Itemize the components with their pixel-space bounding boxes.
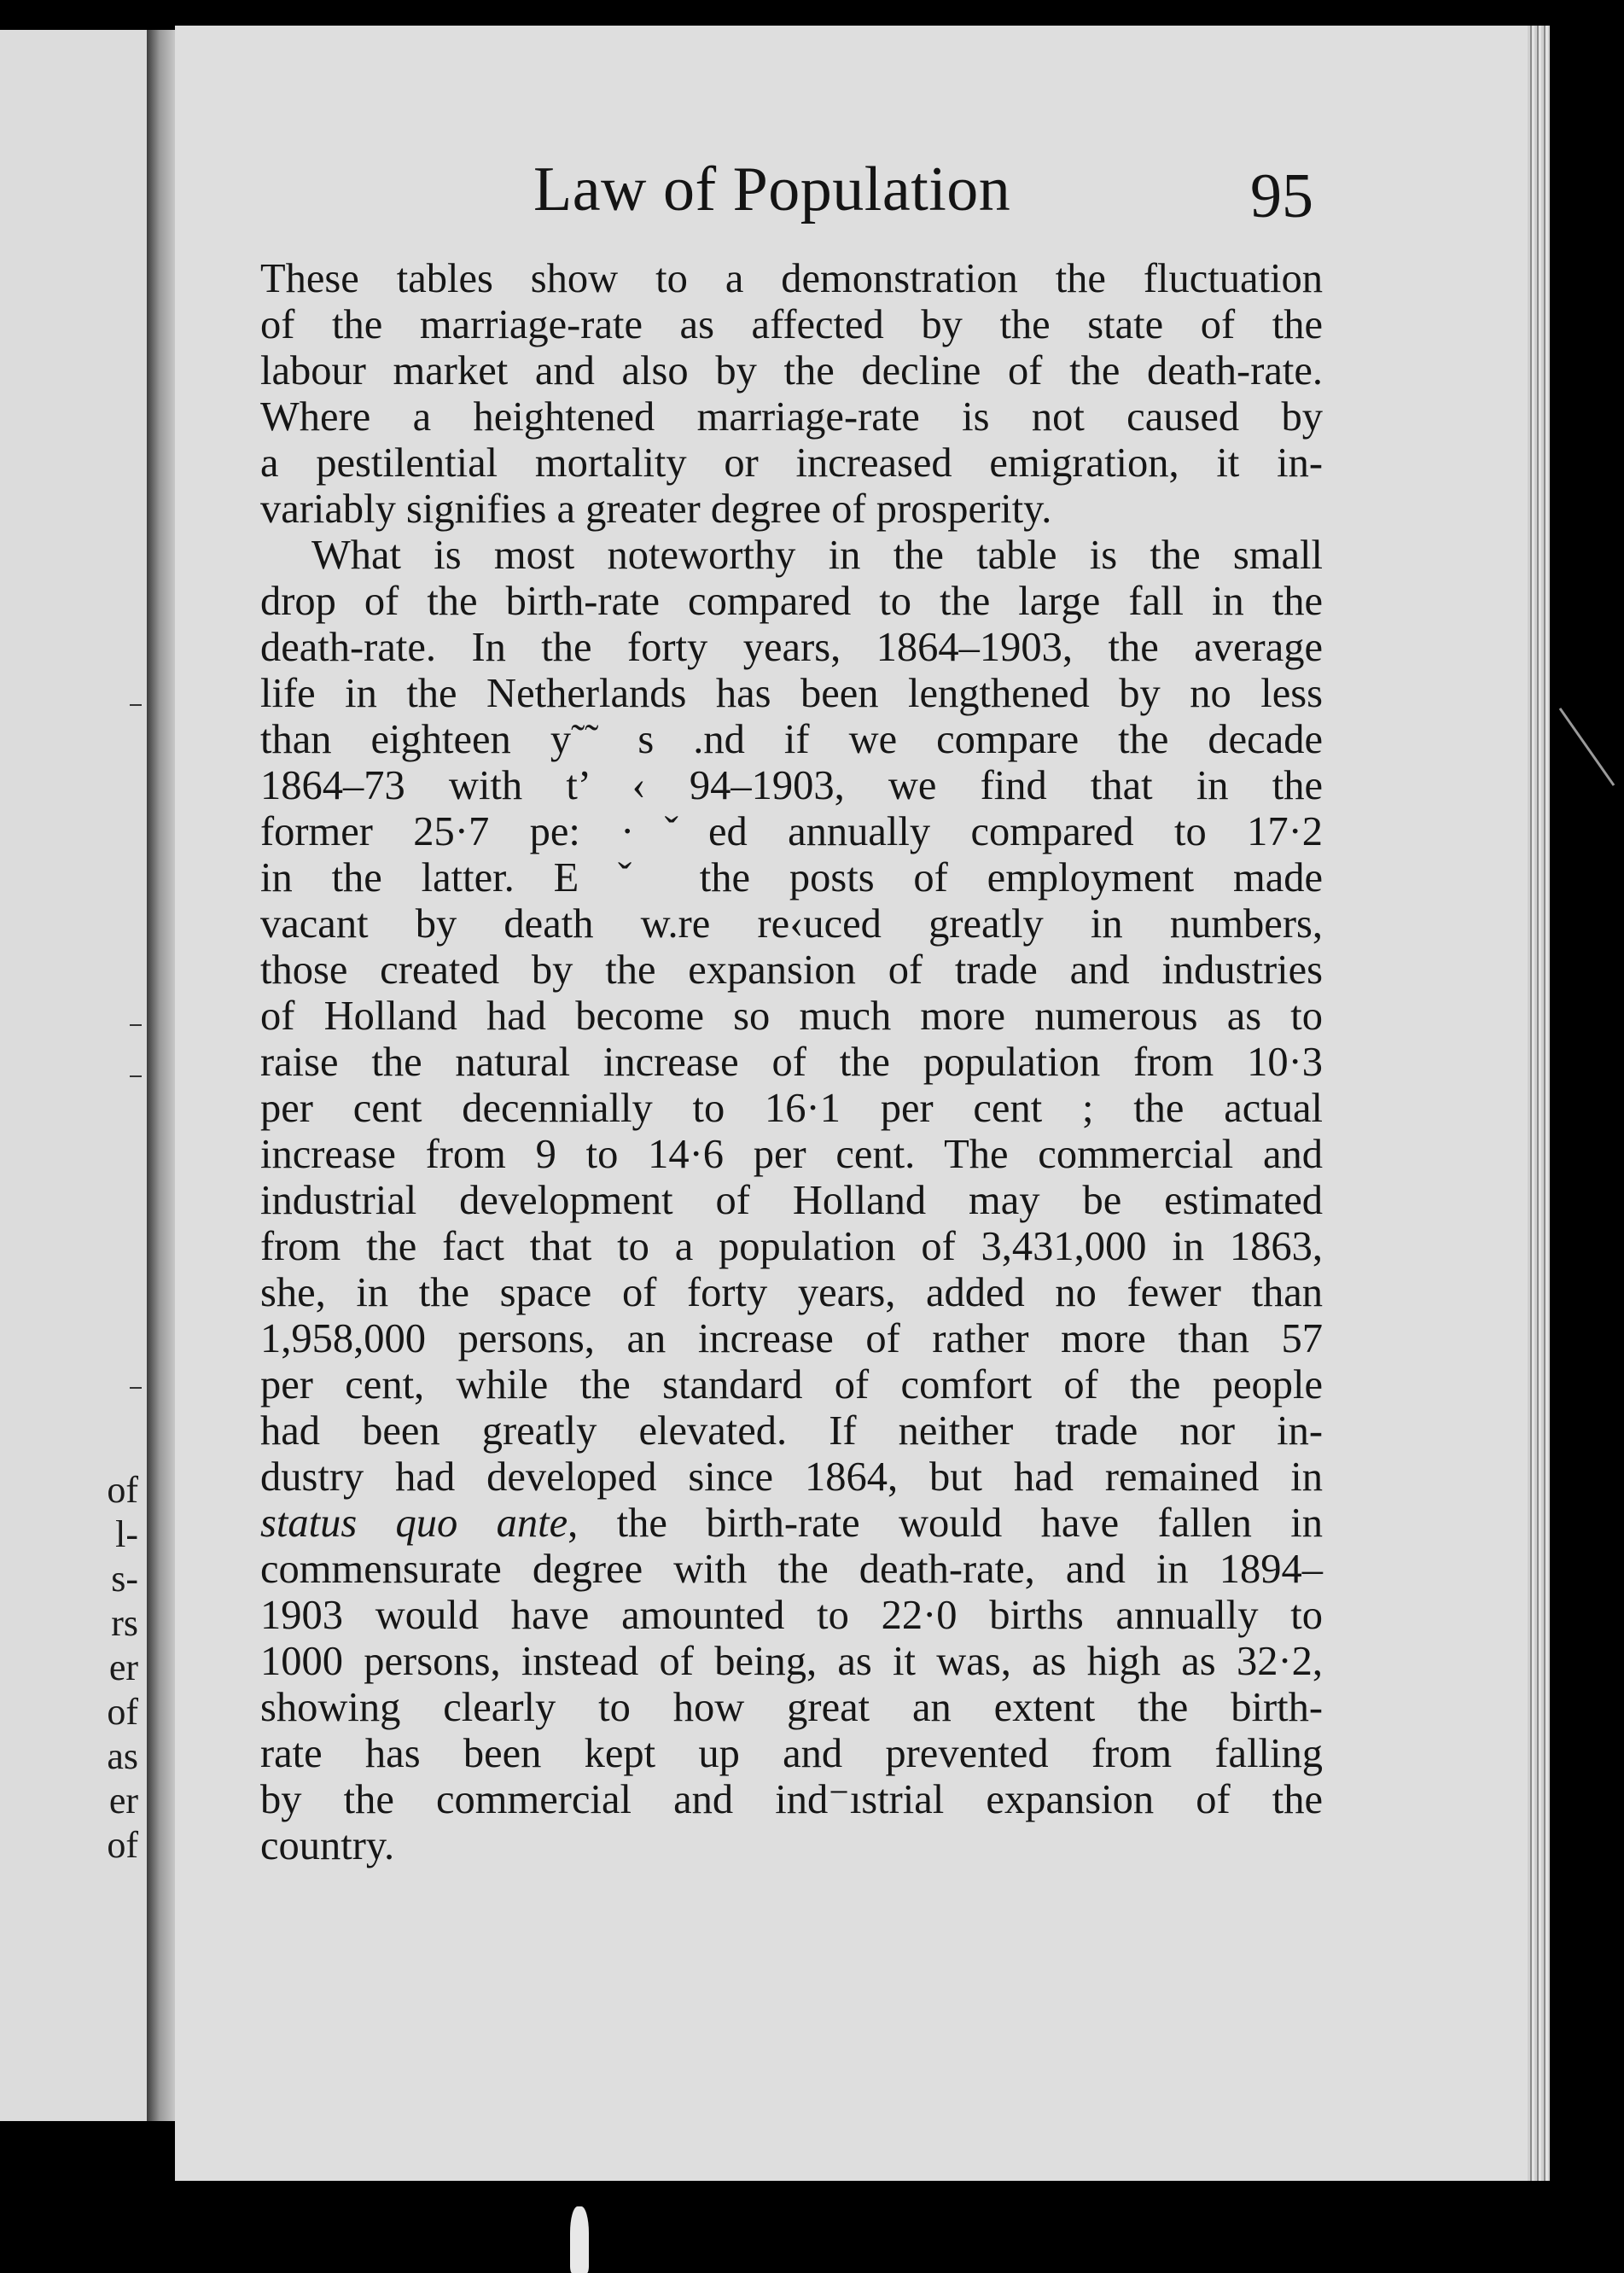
- text-line: Where a heightened marriage-rate is not caused by: [260, 394, 1323, 440]
- scan-artifact: [1559, 708, 1615, 786]
- text-line: death-rate. In the forty years, 1864–1903, the average: [260, 625, 1323, 670]
- left-fragment: l-: [115, 1513, 138, 1555]
- left-fragment: s-: [111, 1558, 138, 1600]
- left-fragment: as: [107, 1735, 138, 1777]
- text-line: a pestilential mortality or increased emigration, it in-: [260, 440, 1323, 486]
- text-line: former 25·7 pe: ·ˇed annually compared to 17·2: [260, 809, 1323, 854]
- margin-mark: [130, 704, 142, 706]
- text-line: status quo ante, the birth-rate would have fallen in: [260, 1501, 1323, 1546]
- text-line: per cent decennially to 16·1 per cent ; the actual: [260, 1086, 1323, 1131]
- margin-mark: [130, 1024, 142, 1026]
- text-line: of the marriage-rate as affected by the state of the: [260, 302, 1323, 347]
- text-line: from the fact that to a population of 3,431,000 in 1863,: [260, 1224, 1323, 1269]
- text-line: had been greatly elevated. If neither trade nor in-: [260, 1408, 1323, 1454]
- text-line: of Holland had become so much more numerous as to: [260, 994, 1323, 1039]
- text-line: vacant by death w.re re‹uced greatly in numbers,: [260, 901, 1323, 947]
- text-line: These tables show to a demonstration the fluctuation: [260, 256, 1323, 301]
- text-line: 1864–73 with t’ ‹ 94–1903, we find that in the: [260, 763, 1323, 808]
- text-line: in the latter. E ˇ the posts of employment made: [260, 855, 1323, 900]
- text-line: raise the natural increase of the population from 10·3: [260, 1040, 1323, 1085]
- margin-mark: [130, 1075, 142, 1077]
- left-fragment: of: [107, 1691, 138, 1733]
- left-fragment: of: [107, 1469, 138, 1511]
- text-line: industrial development of Holland may be estimated: [260, 1178, 1323, 1223]
- text-line: than eighteen y˜˜ s .nd if we compare the decade: [260, 717, 1323, 762]
- text-line: 1000 persons, instead of being, as it was, as high as 32·2,: [260, 1639, 1323, 1684]
- left-page-edge: [0, 30, 152, 2121]
- text-line: per cent, while the standard of comfort of the people: [260, 1362, 1323, 1408]
- left-fragment: er: [108, 1646, 138, 1688]
- text-line: dustry had developed since 1864, but had remained in: [260, 1454, 1323, 1500]
- text-line: variably signifies a greater degree of prosperity.: [260, 487, 1052, 532]
- text-line: country.: [260, 1823, 395, 1868]
- left-fragment: er: [108, 1780, 138, 1821]
- text-line: life in the Netherlands has been lengthened by no less: [260, 671, 1323, 716]
- text-line: drop of the birth-rate compared to the large fall in the: [260, 579, 1323, 624]
- italic-phrase: status quo ante: [260, 1501, 568, 1546]
- left-page-text-fragments: [107, 1468, 138, 1868]
- page-edge-stack: [1528, 26, 1550, 2181]
- page-number: 95: [1250, 161, 1313, 231]
- text-line: labour market and also by the decline of the death-rate.: [260, 348, 1323, 393]
- book-clip: [570, 2206, 589, 2273]
- left-fragment: of: [107, 1824, 138, 1866]
- text-line: by the commercial and ind⁻ıstrial expansion of the: [260, 1777, 1323, 1822]
- body-text: [260, 256, 1323, 1869]
- running-title: Law of Population: [533, 154, 1011, 224]
- text-line: showing clearly to how great an extent the birth-: [260, 1685, 1323, 1730]
- text-line: What is most noteworthy in the table is the small: [311, 533, 1323, 578]
- text-line: rate has been kept up and prevented from falling: [260, 1731, 1323, 1776]
- text-line: those created by the expansion of trade and industries: [260, 947, 1323, 993]
- left-fragment: rs: [111, 1602, 138, 1644]
- text-line: commensurate degree with the death-rate, and in 1894–: [260, 1547, 1323, 1592]
- text-line: 1,958,000 persons, an increase of rather more than 57: [260, 1316, 1323, 1361]
- text-line: 1903 would have amounted to 22·0 births annually to: [260, 1593, 1323, 1638]
- text-line: increase from 9 to 14·6 per cent. The commercial and: [260, 1132, 1323, 1177]
- text-line: she, in the space of forty years, added no fewer than: [260, 1270, 1323, 1315]
- margin-mark: [130, 1387, 142, 1389]
